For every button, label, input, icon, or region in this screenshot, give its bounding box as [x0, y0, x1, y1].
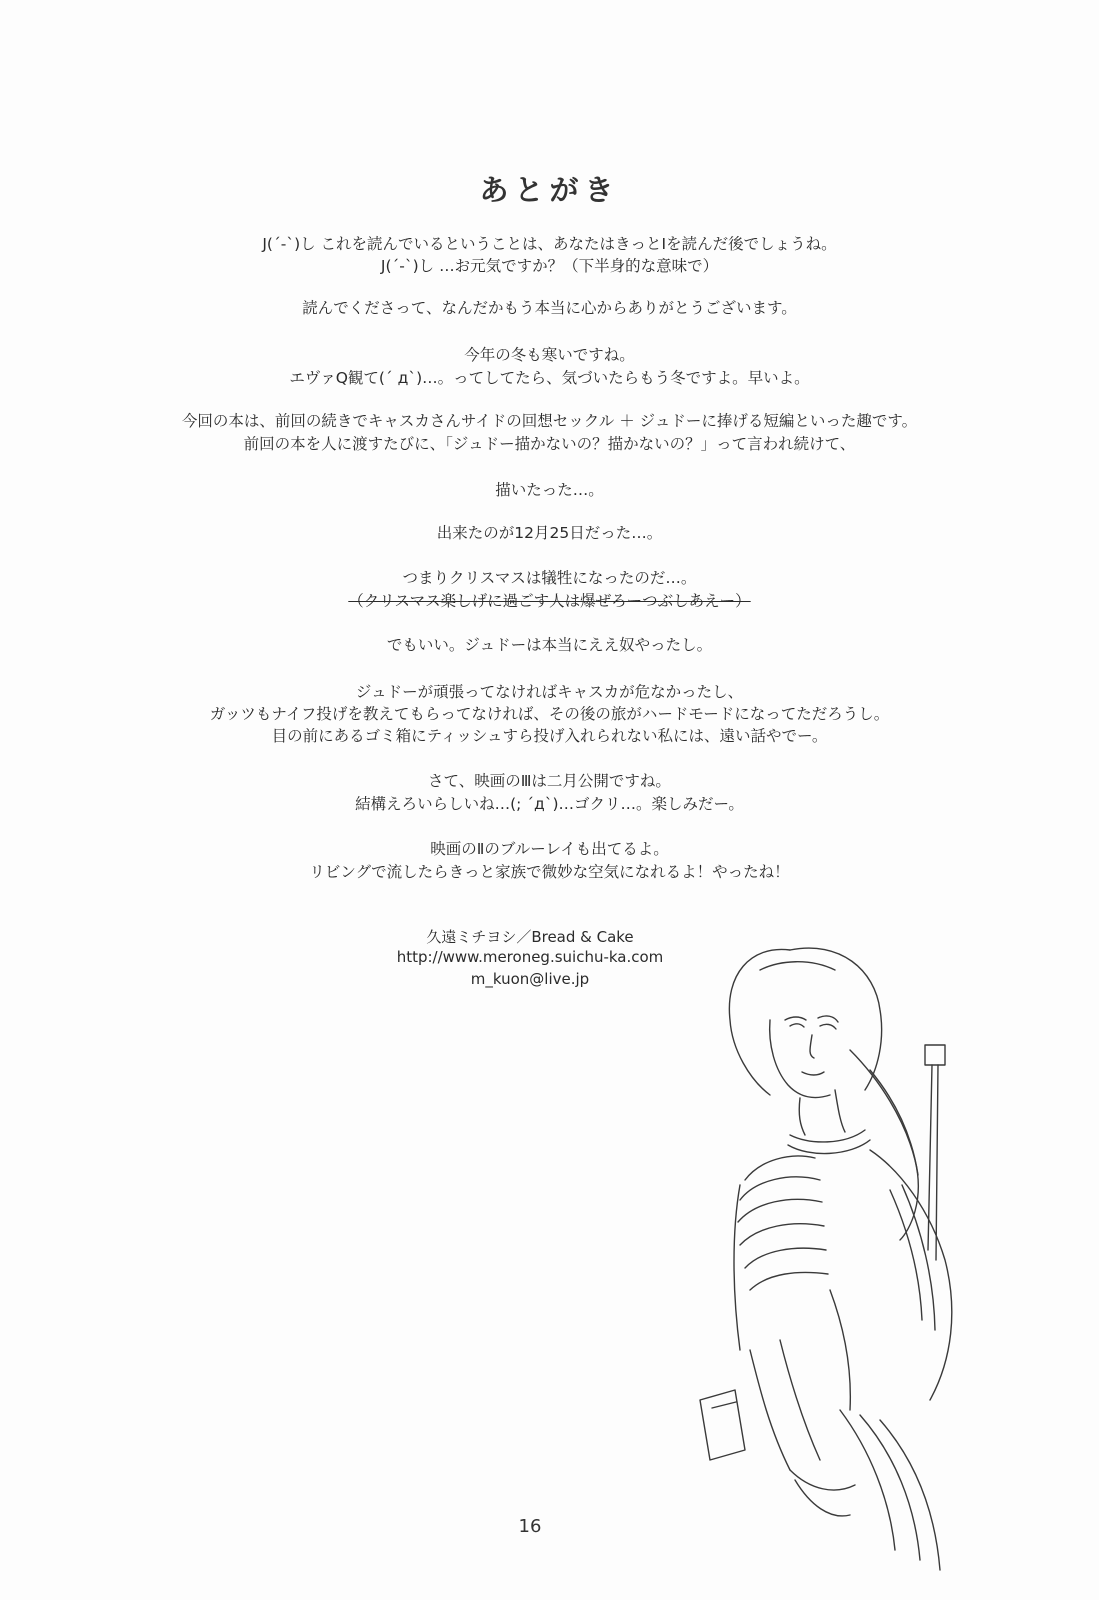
- text-line: 今回の本は、前回の続きでキャスカさんサイドの回想セックル ＋ ジュドーに捧げる短編といった趣です。: [181, 412, 918, 430]
- struck-text-line: （クリスマス楽しげに過ごす人は爆ぜろーつぶしあえー）: [348, 592, 751, 610]
- text-line: 読んでくださって、なんだかもう本当に心からありがとうございます。: [302, 299, 797, 317]
- text-line: 結構えろいらしいね…(; ´д`)…ゴクリ…。楽しみだー。: [355, 795, 744, 813]
- text-line: 前回の本を人に渡すたびに、「ジュドー描かないの？描かないの？」って言われ続けて、: [243, 435, 856, 453]
- text-line: さて、映画のⅢは二月公開ですね。: [428, 772, 671, 790]
- sketch-figure-illustration-icon: [640, 930, 1000, 1590]
- text-line: 今年の冬も寒いですね。: [464, 346, 635, 364]
- text-line: J(´-`)し …お元気ですか？（下半身的な意味で）: [380, 257, 719, 275]
- text-line: ガッツもナイフ投げを教えてもらってなければ、その後の旅がハードモードになってただろうし。: [209, 705, 890, 723]
- text-line: つまりクリスマスは犠牲になったのだ…。: [402, 569, 697, 587]
- text-line: 目の前にあるゴミ箱にティッシュすら投げ入れられない私には、遠い話やでー。: [271, 727, 828, 745]
- text-line: 出来たのが12月25日だった…。: [436, 524, 663, 542]
- text-line: でもいい。ジュドーは本当にええ奴やったし。: [386, 636, 713, 654]
- text-line: 映画のⅡのブルーレイも出てるよ。: [430, 840, 669, 858]
- author-credit: 久遠ミチヨシ／Bread & Cake: [426, 928, 634, 946]
- author-email: m_kuon@live.jp: [470, 970, 590, 988]
- page-number: 16: [518, 1516, 542, 1537]
- page-title: あとがき: [479, 173, 620, 207]
- author-url: http://www.meroneg.suichu-ka.com: [396, 948, 664, 966]
- text-line: ジュドーが頑張ってなければキャスカが危なかったし、: [355, 683, 744, 701]
- text-line: エヴァQ観て(´ д`)…。ってしてたら、気づいたらもう冬ですよ。早いよ。: [289, 369, 810, 387]
- text-line: J(´-`)し これを読んでいるということは、あなたはきっとⅠを読んだ後でしょうね。: [262, 235, 837, 253]
- text-line: リビングで流したらきっと家族で微妙な空気になれるよ！やったね！: [309, 863, 790, 881]
- text-line: 描いたった…。: [495, 481, 604, 499]
